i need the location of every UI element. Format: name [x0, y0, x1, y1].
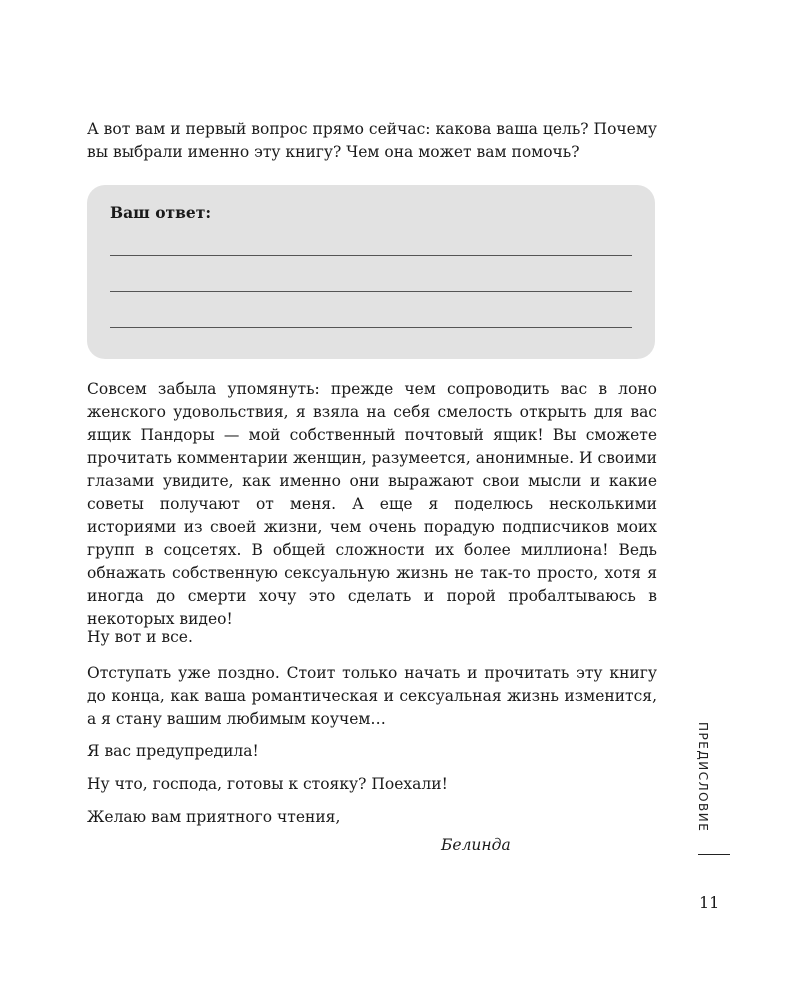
page-number: 11	[699, 893, 720, 912]
section-label: ПРЕДИСЛОВИЕ	[696, 722, 710, 833]
intro-paragraph: А вот вам и первый вопрос прямо сейчас: какова ваша цель? Почему вы выбрали именно эту книгу? Чем она может вам помочь?	[87, 120, 657, 161]
signature: Белинда	[441, 836, 511, 854]
body-paragraph-1: Совсем забыла упомянуть: прежде чем сопроводить вас в лоно женского удовольствия, я взяла на себя смелость открыть для вас ящик Пандоры — мой собственный почтовый ящик! Вы сможете прочитать комментарии женщин, разумеется, анонимные. И своими глазами увидите, как именно они выражают свои мысли и какие советы получают от меня. А еще я поделюсь несколькими историями из своей жизни, чем очень порадую подписчиков моих групп в соцсетях. В общей сложности их более миллиона! Ведь обнажать собственную сексуальную жизнь не так-то просто, хотя я иногда до смерти хочу это сделать и порой пробалтываюсь в некоторых видео!	[87, 380, 657, 628]
short-line-3: Ну что, господа, готовы к стояку? Поехали!	[87, 775, 448, 793]
section-rule	[698, 854, 730, 855]
answer-line-1	[110, 255, 632, 256]
answer-line-2	[110, 291, 632, 292]
body-paragraph-2: Отступать уже поздно. Стоит только начать и прочитать эту книгу до конца, как ваша романтическая и сексуальная жизнь изменится, а я стану вашим любимым коучем…	[87, 664, 657, 728]
short-line-1: Ну вот и все.	[87, 628, 193, 646]
short-line-2: Я вас предупредила!	[87, 742, 259, 760]
short-line-4: Желаю вам приятного чтения,	[87, 808, 341, 826]
answer-box	[87, 185, 655, 359]
answer-line-3	[110, 327, 632, 328]
answer-label: Ваш ответ:	[110, 203, 212, 222]
